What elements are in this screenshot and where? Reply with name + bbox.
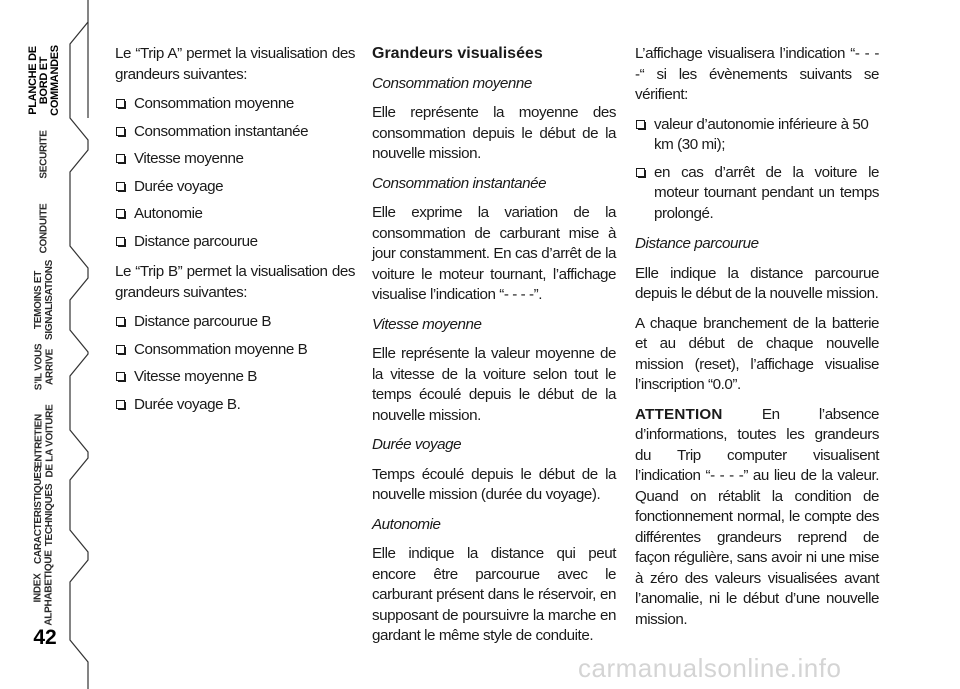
paragraph-distance-parcourue: Elle indique la distance parcourue depuis le début de la nouvelle mission. xyxy=(635,264,879,302)
list-item-text: Autonomie xyxy=(134,205,203,222)
list-item xyxy=(115,340,355,361)
attention-label: ATTENTION xyxy=(635,405,723,423)
list-item-text: Durée voyage B. xyxy=(134,395,241,413)
checkbox-bullet-icon xyxy=(116,127,125,136)
subheading-consommation-instantanee: Consommation instantanée xyxy=(372,174,547,192)
checkbox-bullet-icon xyxy=(636,120,645,129)
page-number: 42 xyxy=(33,626,57,649)
chapter-tab-rail xyxy=(0,0,90,689)
tab-index-alphabetique[interactable] xyxy=(0,548,88,628)
list-item xyxy=(115,177,355,198)
tab-conduite[interactable] xyxy=(0,188,88,268)
tab-label: CARACTERISTIQUES TECHNIQUES xyxy=(33,466,56,564)
list-item xyxy=(115,312,355,333)
list-item-text: Distance parcourue B xyxy=(134,313,272,330)
watermark: carmanualsonline.info xyxy=(578,653,842,683)
paragraph-reset: A chaque branchement de la batterie et au début de chaque nouvelle mission (reset), l’affichage visualise l’inscription “0.0”. xyxy=(635,314,879,393)
checkbox-bullet-icon xyxy=(116,99,125,108)
trip-b-list xyxy=(115,312,355,415)
trip-a-list xyxy=(115,94,355,252)
list-item-text: Vitesse moyenne B xyxy=(134,368,257,385)
paragraph-consommation-instantanee: Elle exprime la variation de la consommation de carburant mise à jour constamment. En cas d’arrêt de la voiture le moteur tournant, l’affichage visualise l’indication “- - - -”. xyxy=(372,204,616,303)
checkbox-bullet-icon xyxy=(116,317,125,326)
subheading-vitesse-moyenne: Vitesse moyenne xyxy=(372,315,482,333)
list-item xyxy=(115,149,355,170)
checkbox-bullet-icon xyxy=(116,154,125,163)
list-item xyxy=(115,94,355,115)
checkbox-bullet-icon xyxy=(116,237,125,246)
paragraph-consommation-moyenne: Elle représente la moyenne des consommation depuis le début de la nouvelle mission. xyxy=(372,104,616,162)
column-trip-list xyxy=(115,44,355,425)
checkbox-bullet-icon xyxy=(636,168,645,177)
subheading-consommation-moyenne: Consommation moyenne xyxy=(372,74,532,92)
checkbox-bullet-icon xyxy=(116,345,125,354)
attention-note xyxy=(635,405,879,631)
paragraph-autonomie: Elle indique la distance qui peut encore être parcourue avec le carburant présent dans le réservoir, en supposant de poursuivre la marche en gardant le même style de conduite. xyxy=(372,545,616,644)
trip-b-intro: Le “Trip B” permet la visualisation des grandeurs suivantes: xyxy=(115,263,355,301)
list-item xyxy=(115,122,355,143)
affichage-conditions-list xyxy=(635,115,879,225)
subheading-autonomie: Autonomie xyxy=(372,515,441,533)
paragraph-duree-voyage: Temps écoulé depuis le début de la nouvelle mission (durée du voyage). xyxy=(372,465,616,503)
list-item-text: Consommation moyenne B xyxy=(134,340,308,358)
tab-s-il-vous-arrive[interactable] xyxy=(0,330,88,404)
checkbox-bullet-icon xyxy=(116,182,125,191)
trip-a-intro: Le “Trip A” permet la visualisation des grandeurs suivantes: xyxy=(115,45,355,83)
paragraph-vitesse-moyenne: Elle représente la valeur moyenne de la vitesse de la voiture selon tout le temps écoulé depuis le début de la nouvelle mission. xyxy=(372,345,616,424)
checkbox-bullet-icon xyxy=(116,400,125,409)
list-item-text: Consommation instantanée xyxy=(134,122,309,140)
list-item-text: en cas d’arrêt de la voiture le moteur tournant pendant un temps prolongé. xyxy=(654,163,879,222)
section-heading: Grandeurs visualisées xyxy=(372,45,543,62)
tab-label: CONDUITE xyxy=(38,203,50,253)
tab-label: ENTRETIEN DE LA VOITURE xyxy=(33,404,55,478)
subheading-duree-voyage: Durée voyage xyxy=(372,436,462,453)
list-item xyxy=(115,232,355,253)
list-item-text: Distance parcourue xyxy=(134,232,258,250)
tab-label: S’IL VOUS ARRIVE xyxy=(32,343,55,391)
tab-planche-de-bord[interactable] xyxy=(0,30,88,130)
checkbox-bullet-icon xyxy=(116,372,125,381)
attention-text: En l’absence d’informations, toutes les grandeurs du Trip computer visualisent l’indication “- - - -” au lieu de la valeur. Quand on rétablit la condition de fonctionnement normal, le compte des différentes grandeurs reprend de façon régulière, sans avoir ni une mise à zéro des valeurs visualisées avant l’anomalie, ni le début d’une nouvelle mission. xyxy=(635,405,879,628)
tab-label: INDEX ALPHABETIQUE xyxy=(32,550,55,626)
list-item xyxy=(635,163,879,225)
list-item xyxy=(115,395,355,416)
tab-label: SECURITE xyxy=(38,129,50,179)
list-item xyxy=(115,204,355,225)
list-item xyxy=(115,367,355,388)
tab-label: TEMOINS ET SIGNALISATIONS xyxy=(32,259,55,341)
column-affichage xyxy=(635,44,879,639)
subheading-distance-parcourue: Distance parcourue xyxy=(635,235,759,252)
tab-caracteristiques-techniques[interactable] xyxy=(0,466,88,564)
affichage-intro: L’affichage visualisera l’indication “- - - -“ si les évènements suivants se vérifient: xyxy=(635,45,879,103)
checkbox-bullet-icon xyxy=(116,209,125,218)
list-item-text: valeur d’autonomie inférieure à 50 km (30 mi); xyxy=(654,115,869,153)
tab-label: PLANCHE DE BORD ET COMMANDES xyxy=(26,44,61,116)
list-item-text: Vitesse moyenne xyxy=(134,150,244,167)
list-item-text: Durée voyage xyxy=(134,177,224,195)
tab-securite[interactable] xyxy=(0,118,88,190)
list-item xyxy=(635,115,879,156)
list-item-text: Consommation moyenne xyxy=(134,95,294,112)
column-grandeurs xyxy=(372,44,616,656)
